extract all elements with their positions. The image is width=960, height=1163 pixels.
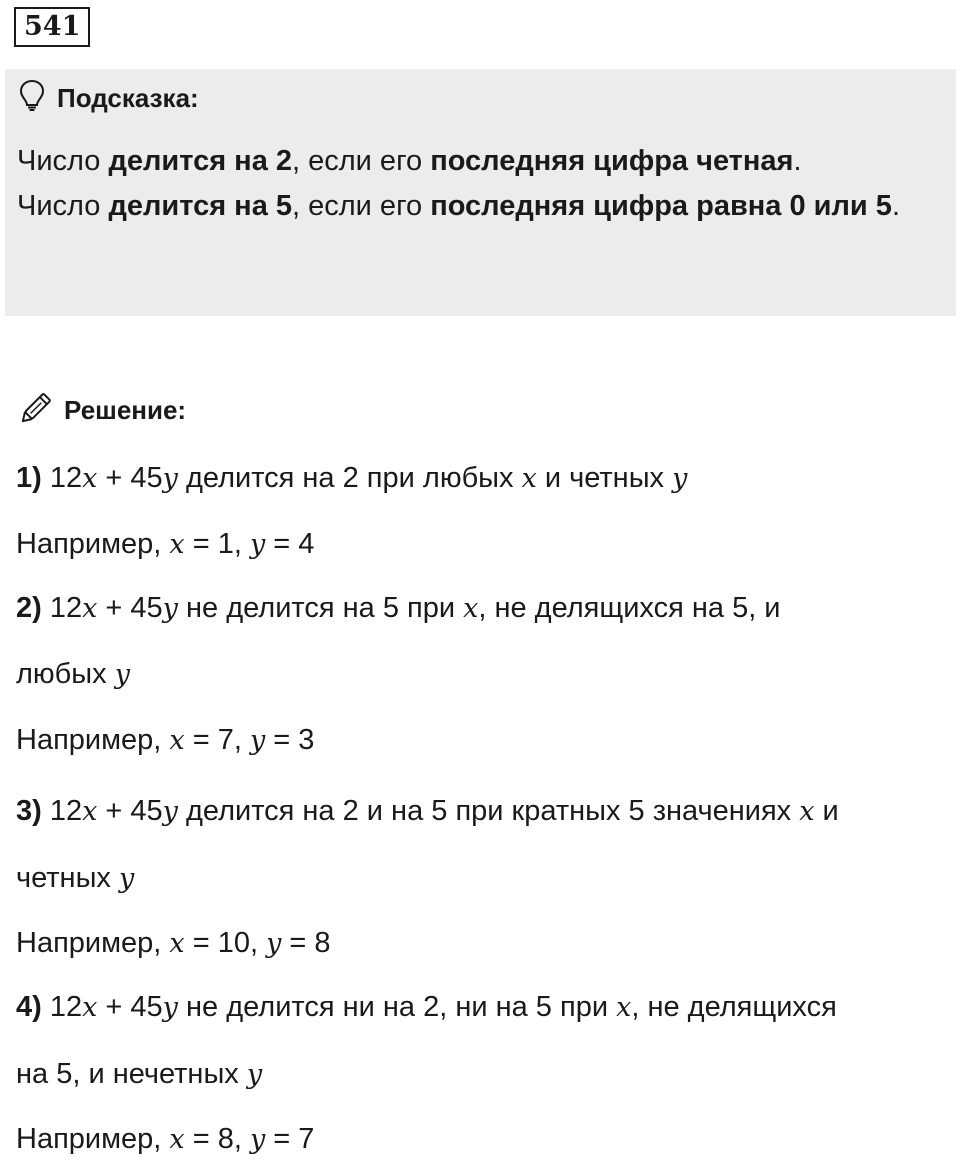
- hint-text: [17, 139, 942, 229]
- item-4-example: Например, x = 8, y = 7: [16, 1123, 315, 1155]
- item-1-example: Например, x = 1, y = 4: [16, 528, 315, 560]
- item-2-example: Например, x = 7, y = 3: [16, 724, 315, 756]
- lightbulb-icon: [19, 79, 45, 118]
- solution-title: Решение:: [64, 394, 187, 425]
- item-3-statement: 3) 12x + 45y делится на 2 и на 5 при кратных 5 значениях x и: [16, 795, 839, 827]
- hint-line-1: Число делится на 2, если его последняя цифра четная.: [17, 145, 802, 177]
- item-1-statement: 1) 12x + 45y делится на 2 при любых x и четных y: [16, 462, 688, 494]
- item-2-statement: 2) 12x + 45y не делится на 5 при x, не делящихся на 5, и: [16, 592, 781, 624]
- solution-header: [16, 390, 186, 430]
- item-4-statement-cont: на 5, и нечетных y: [16, 1058, 263, 1090]
- pencil-icon: [16, 387, 58, 434]
- hint-header: [19, 81, 199, 115]
- item-3-statement-cont: четных y: [16, 862, 135, 894]
- item-3-example: Например, x = 10, y = 8: [16, 927, 331, 959]
- item-4-statement: 4) 12x + 45y не делится ни на 2, ни на 5 при x, не делящихся: [16, 991, 837, 1023]
- task-number: 541: [14, 7, 90, 47]
- hint-box: [5, 69, 956, 316]
- hint-title: Подсказка:: [57, 82, 199, 113]
- hint-line-2: Число делится на 5, если его последняя цифра равна 0 или 5.: [17, 190, 900, 222]
- item-2-statement-cont: любых y: [16, 658, 130, 690]
